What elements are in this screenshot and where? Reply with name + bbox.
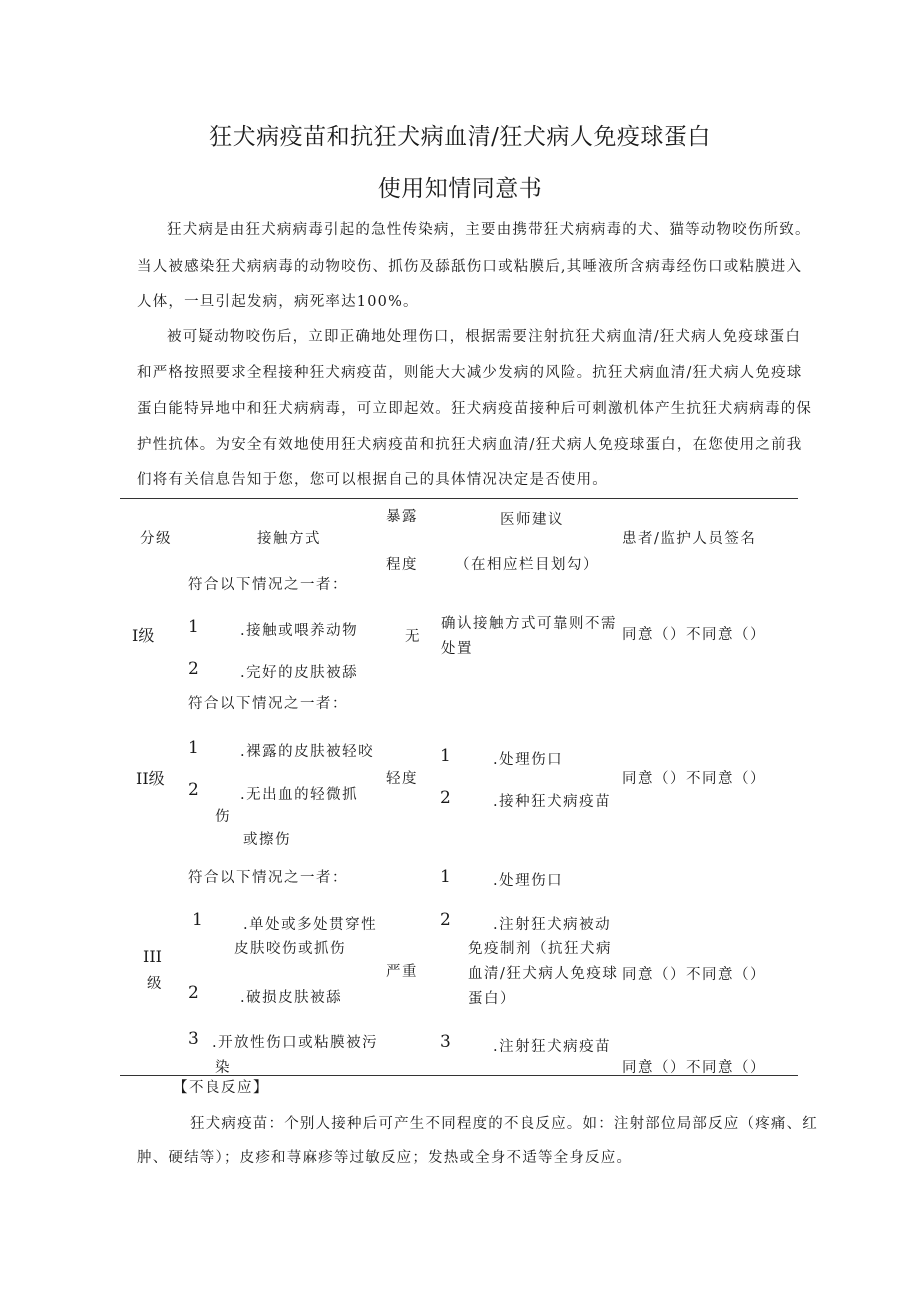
row3-advice1-num: 1 — [440, 867, 451, 887]
row2-grade: II级 — [136, 769, 165, 788]
row2-advice1-num: 1 — [440, 746, 451, 766]
intro-p2-line1: 被可疑动物咬伤后，立即正确地处理伤口，根据需要注射抗狂犬病血清/狂犬病人免疫球蛋白 — [167, 329, 802, 345]
row3-advice3-num: 3 — [440, 1032, 451, 1052]
row3-exposure: 严重 — [386, 964, 418, 980]
row3-item2-num: 2 — [188, 983, 199, 1003]
row3-sign-second: 同意（）不同意（） — [622, 1060, 766, 1076]
row3-advice3-text: .注射狂犬病疫苗 — [493, 1039, 612, 1055]
row1-advice-line1: 确认接触方式可靠则不需 — [441, 616, 617, 632]
adverse-line1: 狂犬病疫苗：个别人接种后可产生不同程度的不良反应。如：注射部位局部反应（疼痛、红 — [190, 1116, 818, 1132]
row1-item1-num: 1 — [188, 617, 199, 637]
row2-sign: 同意（）不同意（） — [622, 771, 766, 787]
row2-item2-num: 2 — [188, 780, 199, 800]
row2-item2-text: .无出血的轻微抓 — [240, 787, 359, 803]
adverse-line2: 肿、硬结等）；皮疹和荨麻疹等过敏反应；发热或全身不适等全身反应。 — [137, 1150, 633, 1166]
document-title: 狂犬病疫苗和抗狂犬病血清/狂犬病人免疫球蛋白 — [209, 124, 711, 150]
table-top-rule — [120, 498, 798, 499]
row1-item1-text: .接触或喂养动物 — [240, 623, 359, 639]
intro-p2-line3: 蛋白能特异地中和狂犬病病毒，可立即起效。狂犬病疫苗接种后可刺激机体产生抗狂犬病病毒的保 — [137, 401, 813, 417]
intro-p1-line2: 当人被感染狂犬病病毒的动物咬伤、抓伤及舔舐伤口或粘膜后,其唾液所含病毒经伤口或粘膜进入 — [137, 259, 803, 275]
document-subtitle: 使用知情同意书 — [377, 176, 543, 202]
header-sign: 患者/监护人员签名 — [622, 531, 757, 547]
row3-advice2-text: .注射狂犬病被动 — [493, 917, 612, 933]
intro-p2-line5: 们将有关信息告知于您，您可以根据自己的具体情况决定是否使用。 — [137, 472, 608, 488]
intro-p1-line1: 狂犬病是由狂犬病病毒引起的急性传染病，主要由携带狂犬病病毒的犬、猫等动物咬伤所致。 — [167, 222, 811, 238]
row3-item1-text: .单处或多处贯穿性 — [243, 917, 378, 933]
header-advice-top: 医师建议 — [500, 512, 564, 528]
row2-advice2-text: .接种狂犬病疫苗 — [493, 794, 612, 810]
header-grade: 分级 — [140, 531, 172, 547]
intro-p2-line2: 和严格按照要求全程接种狂犬病疫苗，则能大大减少发病的风险。抗狂犬病血清/狂犬病人免疫球 — [137, 365, 803, 381]
row3-grade-bottom: 级 — [147, 976, 163, 992]
row3-advice2-text4: 蛋白） — [468, 991, 516, 1007]
row3-advice2-num: 2 — [440, 910, 451, 930]
row3-item2-text: .破损皮肤被舔 — [240, 990, 343, 1006]
row3-intro: 符合以下情况之一者： — [188, 870, 348, 886]
intro-p1-line3: 人体，一旦引起发病，病死率达100%。 — [137, 294, 419, 310]
header-contact: 接触方式 — [257, 531, 321, 547]
row1-item2-num: 2 — [188, 659, 199, 679]
row1-exposure: 无 — [405, 629, 421, 645]
adverse-heading: 【不良反应】 — [173, 1080, 269, 1096]
row3-grade-top: III — [143, 947, 162, 966]
row2-intro: 符合以下情况之一者： — [188, 696, 348, 712]
header-advice-bottom: （在相应栏目划勾） — [455, 557, 599, 573]
row1-sign: 同意（）不同意（） — [622, 627, 766, 643]
row3-item1-num: 1 — [192, 910, 203, 930]
row1-item2-text: .完好的皮肤被舔 — [240, 665, 359, 681]
row1-intro: 符合以下情况之一者： — [188, 577, 348, 593]
row2-advice2-num: 2 — [440, 788, 451, 808]
row1-advice-line2: 处置 — [441, 641, 473, 657]
row2-item1-num: 1 — [188, 738, 199, 758]
row3-advice2-text3: 血清/狂犬病人免疫球 — [468, 966, 619, 982]
row3-sign: 同意（）不同意（） — [622, 967, 766, 983]
row3-item3-text: .开放性伤口或粘膜被污 — [212, 1035, 379, 1051]
header-exposure-top: 暴露 — [386, 509, 418, 525]
row3-item1-text2: 皮肤咬伤或抓伤 — [234, 941, 346, 957]
row3-item3-num: 3 — [188, 1029, 199, 1049]
row3-item3-text2: 染 — [215, 1060, 231, 1076]
row2-item2-text2: 伤 — [215, 809, 231, 825]
header-exposure-bottom: 程度 — [386, 557, 418, 573]
row3-advice2-text2: 免疫制剂（抗狂犬病 — [468, 941, 612, 957]
row3-advice1-text: .处理伤口 — [493, 873, 564, 889]
row1-grade: I级 — [132, 626, 155, 645]
row2-item1-text: .裸露的皮肤被轻咬 — [240, 744, 375, 760]
row2-item2-text3: 或擦伤 — [243, 832, 291, 848]
row2-advice1-text: .处理伤口 — [493, 752, 564, 768]
row2-exposure: 轻度 — [386, 771, 418, 787]
intro-p2-line4: 护性抗体。为安全有效地使用狂犬病疫苗和抗狂犬病血清/狂犬病人免疫球蛋白，在您使用之前我 — [137, 437, 803, 453]
